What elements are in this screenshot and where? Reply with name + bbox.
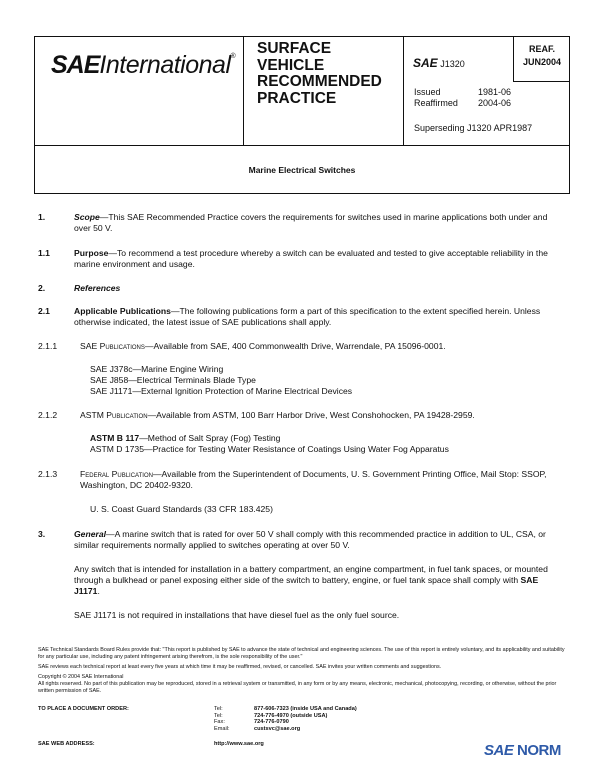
footer-copyright: Copyright © 2004 SAE International — [38, 674, 124, 680]
list-item: ASTM D 1735—Practice for Testing Water Resistance of Coatings Using Water Fog Apparatus — [90, 444, 449, 454]
superseding-note: Superseding J1320 APR1987 — [414, 123, 533, 133]
header-box — [34, 36, 570, 146]
web-address-link[interactable]: http://www.sae.org — [214, 741, 264, 747]
web-address-label: SAE WEB ADDRESS: — [38, 741, 95, 747]
list-item: SAE J378c—Marine Engine Wiring — [90, 364, 224, 374]
sae-reference-list — [90, 364, 560, 397]
list-item: SAE J858—Electrical Terminals Blade Type — [90, 375, 256, 385]
list-item: ASTM B 117—Method of Salt Spray (Fog) Testing — [90, 433, 281, 443]
contact-row: Email: custsvc@sae.org — [214, 725, 301, 732]
footer-rights: All rights reserved. No part of this publication may be reproduced, stored in a retrieval system or transmitted, in any form or by any means, electronic, mechanical, photocopying, recording, or otherwise, without the prior written permission of SAE. — [38, 681, 557, 694]
revision-status: REAF. JUN2004 — [522, 44, 562, 67]
contact-row: Tel: 724-776-4970 (outside USA) — [214, 712, 328, 719]
list-item: SAE J1171—External Ignition Protection of Marine Electrical Devices — [90, 386, 353, 396]
title-box — [34, 146, 570, 194]
issue-dates: Issued 1981-06 Reaffirmed 2004-06 — [414, 87, 512, 108]
document-number: SAE J1320 — [413, 56, 465, 70]
contact-row: Tel: 877-606-7323 (inside USA and Canada) — [214, 706, 357, 712]
document-title: Marine Electrical Switches — [248, 165, 356, 175]
contact-list — [214, 706, 357, 732]
footer-rules: SAE Technical Standards Board Rules provide that: "This report is published by SAE to advance the state of technical and engineering sciences. The use of this report is entirely voluntary, and its applicability and suitability for any particular use, including any patent infringement arising therefrom, is the sole responsibility of the user." — [38, 647, 565, 660]
header-divider — [403, 37, 404, 145]
sae-norm-logo: SAE NORM — [484, 742, 561, 759]
contact-row: Fax: 724-776-0790 — [214, 719, 289, 726]
footer-notice — [38, 647, 568, 695]
document-type: SURFACE VEHICLE RECOMMENDED PRACTICE — [257, 40, 382, 107]
header-divider — [513, 81, 569, 82]
sae-international-logo: SAEInternational® — [51, 51, 236, 79]
federal-reference: U. S. Coast Guard Standards (33 CFR 183.425) — [90, 504, 273, 514]
footer-review: SAE reviews each technical report at least every five years at which time it may be reaffirmed, revised, or cancelled. SAE invites your written comments and suggestions. — [38, 664, 442, 670]
order-label: TO PLACE A DOCUMENT ORDER: — [38, 706, 129, 712]
header-divider — [243, 37, 244, 145]
astm-reference-list — [90, 433, 560, 455]
